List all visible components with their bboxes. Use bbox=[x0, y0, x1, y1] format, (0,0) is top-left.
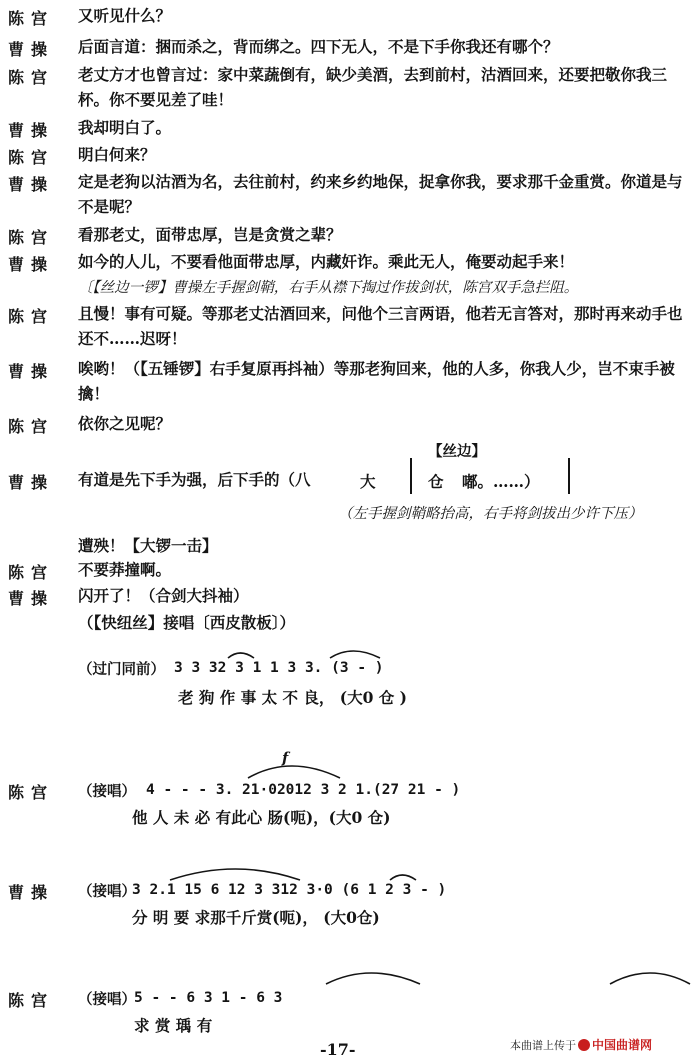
dialogue-text: 唉哟！（【五锤锣】右手复原再抖袖）等那老狗回来，他的人多，你我人少，岂不束手被擒！ bbox=[78, 359, 675, 403]
slur-arc bbox=[228, 653, 254, 658]
dialogue-text: （【快纽丝】接唱〔西皮散板〕） bbox=[78, 613, 296, 632]
dialogue-text: 且慢！事有可疑。等那老丈沽酒回来，问他个三言两语，他若无言答对，那时再来动手也还不……迟呀！ bbox=[78, 304, 683, 348]
credit-text: 本曲谱上传于 bbox=[510, 1039, 576, 1052]
cue-label: 【丝边】 bbox=[428, 443, 486, 460]
dialogue-text: 明白何来？ bbox=[78, 145, 156, 164]
site-brand[interactable]: 中国曲谱网 bbox=[592, 1038, 653, 1052]
speaker-name: 曹操 bbox=[8, 121, 55, 140]
speaker-name: 陈宫 bbox=[8, 307, 55, 326]
lyrics: 他 人 未 必 有此心 肠(呃)，(大0 仓) bbox=[132, 808, 391, 827]
site-logo-icon bbox=[578, 1039, 590, 1051]
jianpu-notation: 3 2.1 15 6 12 3 312 3·0 (6 1 2 3 - ) bbox=[132, 882, 447, 898]
stage-direction-text: 〔【丝边一锣】曹操左手握剑鞘，右手从襟下掏过作拔剑状，陈宫双手急拦阻。 bbox=[78, 280, 579, 296]
slur-arc bbox=[610, 973, 690, 984]
speaker-name: 曹操 bbox=[8, 255, 55, 274]
jianpu-notation: 4 - - - 3. 21·02012 3 2 1.(27 21 - ) bbox=[146, 782, 461, 798]
site-credit bbox=[510, 1036, 652, 1053]
cue-cang: 仓 bbox=[428, 472, 444, 491]
lyrics: 分 明 要 求那千斤赏(呃)， (大0仓) bbox=[132, 908, 380, 927]
cue-lang: 嘟。……） bbox=[462, 472, 540, 491]
speaker-name: 曹操 bbox=[8, 473, 55, 492]
page-number: -17- bbox=[320, 1040, 356, 1059]
speaker-name: 陈宫 bbox=[8, 228, 55, 247]
speaker-name: 曹操 bbox=[8, 362, 55, 381]
score-tag: （接唱） bbox=[78, 783, 136, 800]
jianpu-notation: 3 3 32 3 1 1 3 3. (3 - ) bbox=[174, 660, 384, 676]
dynamic-mark: f bbox=[282, 750, 289, 767]
speaker-name: 曹操 bbox=[8, 589, 55, 608]
speaker-name: 曹操 bbox=[8, 883, 55, 902]
slur-arc bbox=[326, 973, 420, 984]
slur-arc bbox=[330, 651, 380, 658]
dialogue-text: 不要莽撞啊。 bbox=[78, 560, 172, 579]
dialogue-text: 定是老狗以沽酒为名，去往前村，约来乡约地保，捉拿你我，要求那千金重赏。你道是与不是呢？ bbox=[78, 172, 683, 216]
score-tag: （接唱） bbox=[78, 991, 136, 1008]
dialogue-text: 闪开了！（合剑大抖袖） bbox=[78, 586, 249, 605]
speaker-name: 陈宫 bbox=[8, 148, 55, 167]
dialogue-text: 遭殃！【大锣一击】 bbox=[78, 536, 218, 555]
slur-arc bbox=[248, 766, 340, 778]
dialogue-text: 依你之见呢？ bbox=[78, 414, 172, 433]
bar-line bbox=[410, 458, 412, 494]
speaker-name: 陈宫 bbox=[8, 68, 55, 87]
cue-da: 大 bbox=[360, 472, 376, 491]
speaker-name: 陈宫 bbox=[8, 417, 55, 436]
speaker-name: 曹操 bbox=[8, 175, 55, 194]
score-tag: （接唱） bbox=[78, 883, 136, 900]
dialogue-text: 又听见什么？ bbox=[78, 6, 172, 25]
dialogue-text: 老丈方才也曾言过：家中菜蔬倒有，缺少美酒，去到前村，沽酒回来，还要把敬你我三杯。你不要见差了哇！ bbox=[78, 65, 668, 109]
lyrics: 求 赏 瑀 有 bbox=[134, 1016, 213, 1035]
lyrics: 老 狗 作 事 太 不 良， (大0 仓 ) bbox=[178, 688, 408, 707]
jianpu-notation: 5 - - 6 3 1 - 6 3 bbox=[134, 990, 283, 1006]
speaker-name: 陈宫 bbox=[8, 783, 55, 802]
dialogue-text: 我却明白了。 bbox=[78, 118, 172, 137]
dialogue-text: 有道是先下手为强，后下手的（八 bbox=[78, 470, 311, 489]
stage-direction-text: （左手握剑鞘略抬高，右手将剑拔出少许下压） bbox=[338, 506, 643, 522]
score-tag: （过门同前） bbox=[78, 661, 165, 678]
speaker-name: 陈宫 bbox=[8, 563, 55, 582]
slur-arc bbox=[390, 875, 416, 880]
speaker-name: 陈宫 bbox=[8, 9, 55, 28]
speaker-name: 陈宫 bbox=[8, 991, 55, 1010]
speaker-name: 曹操 bbox=[8, 40, 55, 59]
bar-line bbox=[568, 458, 570, 494]
slur-arc bbox=[170, 869, 300, 880]
dialogue-text: 看那老丈，面带忠厚，岂是贪赏之辈？ bbox=[78, 225, 342, 244]
dialogue-text: 如今的人儿，不要看他面带忠厚，内藏奸诈。乘此无人，俺要动起手来！ bbox=[78, 252, 575, 271]
dialogue-text: 后面言道：捆而杀之，背而绑之。四下无人，不是下手你我还有哪个？ bbox=[78, 37, 559, 56]
